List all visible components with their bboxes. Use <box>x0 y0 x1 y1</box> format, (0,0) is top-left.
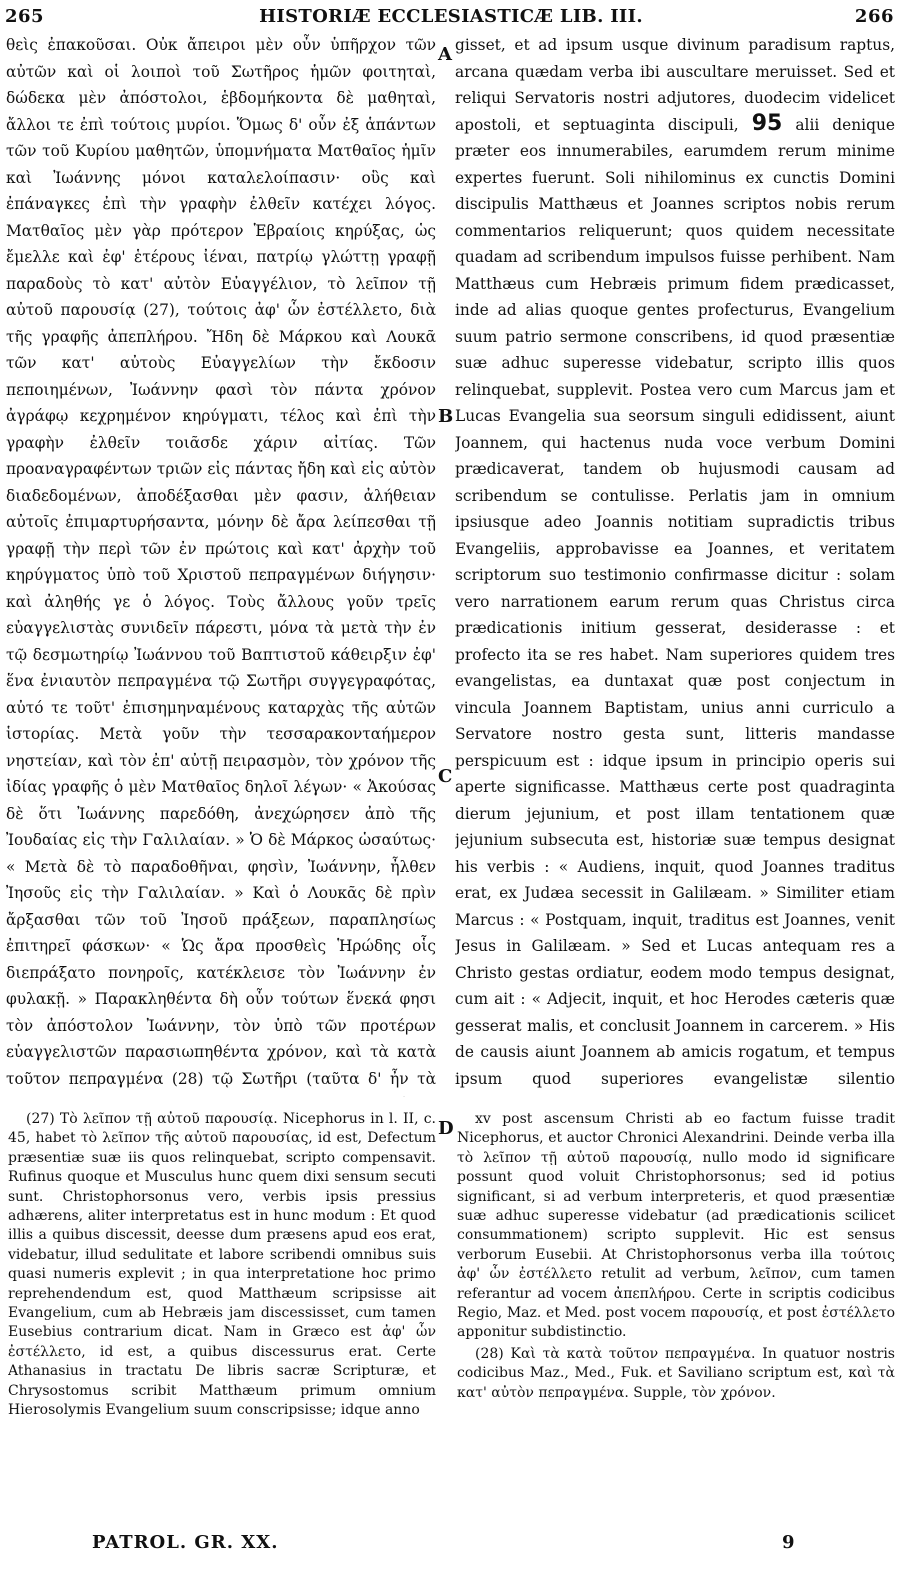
footnotes-left-column <box>8 1110 436 1522</box>
footnotes-right-column <box>457 1110 895 1522</box>
latin-text-after: alii denique præter eos innumerabiles, earumdem rerum minime expertes fuerunt. Soli nihilominus ex cunctis Domini discipulis Matthæus et Joannes scriptos nobis rerum commentarios reliquerunt; quos quidem necessitate quadam ad scribendum impulsos fuisse perhibent. Nam Matthæus cum Hebræis primum fidem prædicasset, inde ad alias quoque gentes profecturus, Evangelium suum patrio sermone conscribens, id quod præsentiæ suæ adhuc superesse videbatur, scripto illis quos relinquebat, supplevit. Postea vero cum Marcus jam et Lucas Evangelia sua seorsum singuli edidissent, aiunt Joannem, qui hactenus nuda voce verbum Domini prædicaverat, tandem ob hujusmodi causam ad scribendum se contulisse. Perlatis jam in omnium ipsiusque adeo Joannis notitiam supradictis tribus Evangeliis, approbavisse ea Joannes, et veritatem scriptorum suo testimonio confirmasse dicitur : solam vero narrationem earum rerum quas Christus circa prædicationis initium gesserat, desiderasse : et profecto ita se res habet. Nam superiores quidem tres evangelistas, ea duntaxat quæ post conjectum in vincula Joannem Baptistam, unius anni curriculo a Servatore nostro gesta sunt, litteris mandasse perspicuum est : idque ipsum in principio operis sui aperte significasse. Matthæus certe post quadraginta dierum jejunium, et post illam tentationem quæ jejunium subsecuta est, historiæ suæ tempus designat his verbis : « Audiens, inquit, quod Joannes traditus erat, ex Judæa secessit in Galilæam. » Similiter etiam Marcus : « Postquam, inquit, traditus est Joannes, venit Jesus in Galilæam. » Sed et Lucas antequam res a Christo gestas ordiatur, eodem modo tempus designat, cum ait : « Adjecit, inquit, et hoc Herodes cæteris quæ gesserat malis, et conclusit Joannem in carcerem. » His de causis aiunt Joannem ab amicis rogatum, et tempus ipsum quod superiores evangelistæ silentio <box>455 115 895 1088</box>
footnote-27-continued: xv post ascensum Christi ab eo factum fuisse tradit Nicephorus, et auctor Chronici Alexandrini. Deinde verba illa τὸ λεῖπον τῇ αὐτοῦ παρουσίᾳ, nullo modo id significare possunt quod voluit Christophorsonus; sed id potius significant, si ad verbum interpreteris, et quod præsentiæ suæ adhuc superesse videbatur (ad prædicationis scilicet consummationem) scripto supplevit. Hic est sensus verborum Eusebii. At Christophorsonus verba illa τούτοις ἀφ' ὧν ἐστέλλετο retulit ad verbum, λεῖπον, cum tamen referantur ad vocem ἀπεπλήρου. Certe in scriptis codicibus Regio, Maz. et Med. post vocem παρουσίᾳ, et post ἐστέλλετο apponitur subdistinctio. <box>457 1111 895 1341</box>
page-number-right: 266 <box>854 6 894 27</box>
footnote-27: (27) Τὸ λεῖπον τῇ αὐτοῦ παρουσίᾳ. Nicephorus in l. II, c. 45, habet τὸ λεῖπον τῆς αὐτοῦ παρουσίας, id est, Defectum præsentiæ suæ iis quos relinquebat, scripto compensavit. Rufinus quoque et Musculus hunc quem dixi sensum secuti sunt. Christophorsonus vero, verbis ipsis pressius adhærens, aliter interpretatus est in hunc modum : Et quod illis a quibus discessit, deesse dum præsens apud eos erat, videbatur, illud sedulitate et labore scribendi omnibus suis quasi numeris explevit ; in qua interpretatione hoc primo reprehendendum est, quod Matthæum scripsisse ait Evangelium, cum ab Hebræis jam discessisset, cum tamen Eusebius contrarium dicat. Nam in Græco est ἀφ' ὧν ἐστέλλετο, id est, a quibus discessurus erat. Certe Athanasius in tractatu De libris sacræ Scripturæ, et Chrysostomus scribit Matthæum primum omnium Hierosolymis Evangelium suum conscripsisse; idque anno <box>8 1111 436 1419</box>
footer-series-label: PATROL. GR. XX. <box>92 1532 279 1553</box>
section-marker-d: D <box>438 1118 454 1139</box>
section-marker-a: A <box>438 44 452 65</box>
latin-paragraph <box>455 32 895 1097</box>
footnote-28: (28) Καὶ τὰ κατὰ τοῦτον πεπραγμένα. In quatuor nostris codicibus Maz., Med., Fuk. et Saviliano scriptum est, καὶ τὰ κατ' αὐτὸν πεπραγμένα. Supple, τὸν χρόνον. <box>457 1345 895 1401</box>
latin-text-column <box>455 32 895 1097</box>
section-marker-b: B <box>438 406 454 427</box>
column-number: 95 <box>751 110 783 136</box>
footer-signature-number: 9 <box>782 1532 795 1553</box>
page-number-left: 265 <box>5 6 45 27</box>
greek-paragraph: θεὶς ἐπακοῦσαι. Οὐκ ἄπειροι μὲν οὖν ὑπῆρχον τῶν αὐτῶν καὶ οἱ λοιποὶ τοῦ Σωτῆρος ἡμῶν φοιτηταὶ, δώδεκα μὲν ἀπόστολοι, ἑβδομήκοντα δὲ μαθηταὶ, ἄλλοι τε ἐπὶ τούτοις μυρίοι. Ὅμως δ' οὖν ἐξ ἁπάντων τῶν τοῦ Κυρίου μαθητῶν, ὑπομνήματα Ματθαῖος ἡμῖν καὶ Ἰωάννης μόνοι καταλελοίπασιν· οὓς καὶ ἐπάναγκες ἐπὶ τὴν γραφὴν ἐλθεῖν κατέχει λόγος. Ματθαῖος μὲν γὰρ πρότερον Ἑβραίοις κηρύξας, ὡς ἔμελλε καὶ ἐφ' ἑτέρους ἰέναι, πατρίῳ γλώττῃ γραφῇ παραδοὺς τὸ κατ' αὐτὸν Εὐαγγέλιον, τὸ λεῖπον τῇ αὐτοῦ παρουσίᾳ (27), τούτοις ἀφ' ὧν ἐστέλλετο, διὰ τῆς γραφῆς ἀπεπλήρου. Ἤδη δὲ Μάρκου καὶ Λουκᾶ τῶν κατ' αὐτοὺς Εὐαγγελίων τὴν ἔκδοσιν πεποιημένων, Ἰωάννην φασὶ τὸν πάντα χρόνον ἀγράφῳ κεχρημένον κηρύγματι, τέλος καὶ ἐπὶ τὴν γραφὴν ἐλθεῖν τοιᾶσδε χάριν αἰτίας. Τῶν προαναγραφέντων τριῶν εἰς πάντας ἤδη καὶ εἰς αὐτὸν διαδεδομένων, ἀποδέξασθαι μὲν φασιν, ἀλήθειαν αὐτοῖς ἐπιμαρτυρήσαντα, μόνην δὲ ἄρα λείπεσθαι τῇ γραφῇ τὴν περὶ τῶν ἐν πρώτοις καὶ κατ' ἀρχὴν τοῦ κηρύγματος ὑπὸ τοῦ Χριστοῦ πεπραγμένων διήγησιν· καὶ ἀληθής γε ὁ λόγος. Τοὺς ἄλλους γοῦν τρεῖς εὐαγγελιστὰς συνιδεῖν πάρεστι, μόνα τὰ μετὰ τὴν ἐν τῷ δεσμωτηρίῳ Ἰωάννου τοῦ Βαπτιστοῦ κάθειρξιν ἐφ' ἕνα ἐνιαυτὸν πεπραγμένα τῷ Σωτῆρι συγγεγραφότας, αὐτό τε τοῦτ' ἐπισημηναμένους καταρχὰς τῆς αὐτῶν ἱστορίας. Μετὰ γοῦν τὴν τεσσαρακονταήμερον νηστείαν, καὶ τὸν ἐπ' αὐτῇ πειρασμὸν, τὸν χρόνον τῆς ἰδίας γραφῆς ὁ μὲν Ματθαῖος δηλοῖ λέγων· « Ἀκούσας δὲ ὅτι Ἰωάννης παρεδόθη, ἀνεχώρησεν ἀπὸ τῆς Ἰουδαίας εἰς τὴν Γαλιλαίαν. » Ὁ δὲ Μάρκος ὡσαύτως· « Μετὰ δὲ τὸ παραδοθῆναι, φησὶν, Ἰωάννην, ἦλθεν Ἰησοῦς εἰς τὴν Γαλιλαίαν. » Καὶ ὁ Λουκᾶς δὲ πρὶν ἄρξασθαι τῶν τοῦ Ἰησοῦ πράξεων, παραπλησίως ἐπιτηρεῖ φάσκων· « Ὡς ἄρα προσθεὶς Ἡρώδης οἷς διεπράξατο πονηροῖς, κατέκλεισε τὸν Ἰωάννην ἐν φυλακῇ. » Παρακληθέντα δὴ οὖν τούτων ἕνεκά φησι τὸν ἀπόστολον Ἰωάννην, τὸν ὑπὸ τῶν προτέρων εὐαγγελιστῶν παρασιωπηθέντα χρόνον, καὶ τὰ κατὰ τοῦτον πεπραγμένα (28) τῷ Σωτῆρι (ταῦτα δ' ἦν τὰ <box>6 36 436 1088</box>
running-header <box>0 0 902 32</box>
section-marker-c: C <box>438 766 453 787</box>
latin-text-before: gisset, et ad ipsum usque divinum paradisum raptus, arcana quædam verba ibi auscultare meruisset. Sed et reliqui Servatoris nostri adjutores, duodecim videlicet apostoli, et septuaginta discipuli, <box>455 36 895 134</box>
greek-text-column <box>6 32 436 1097</box>
running-title: HISTORIÆ ECCLESIASTICÆ LIB. III. <box>259 6 643 27</box>
